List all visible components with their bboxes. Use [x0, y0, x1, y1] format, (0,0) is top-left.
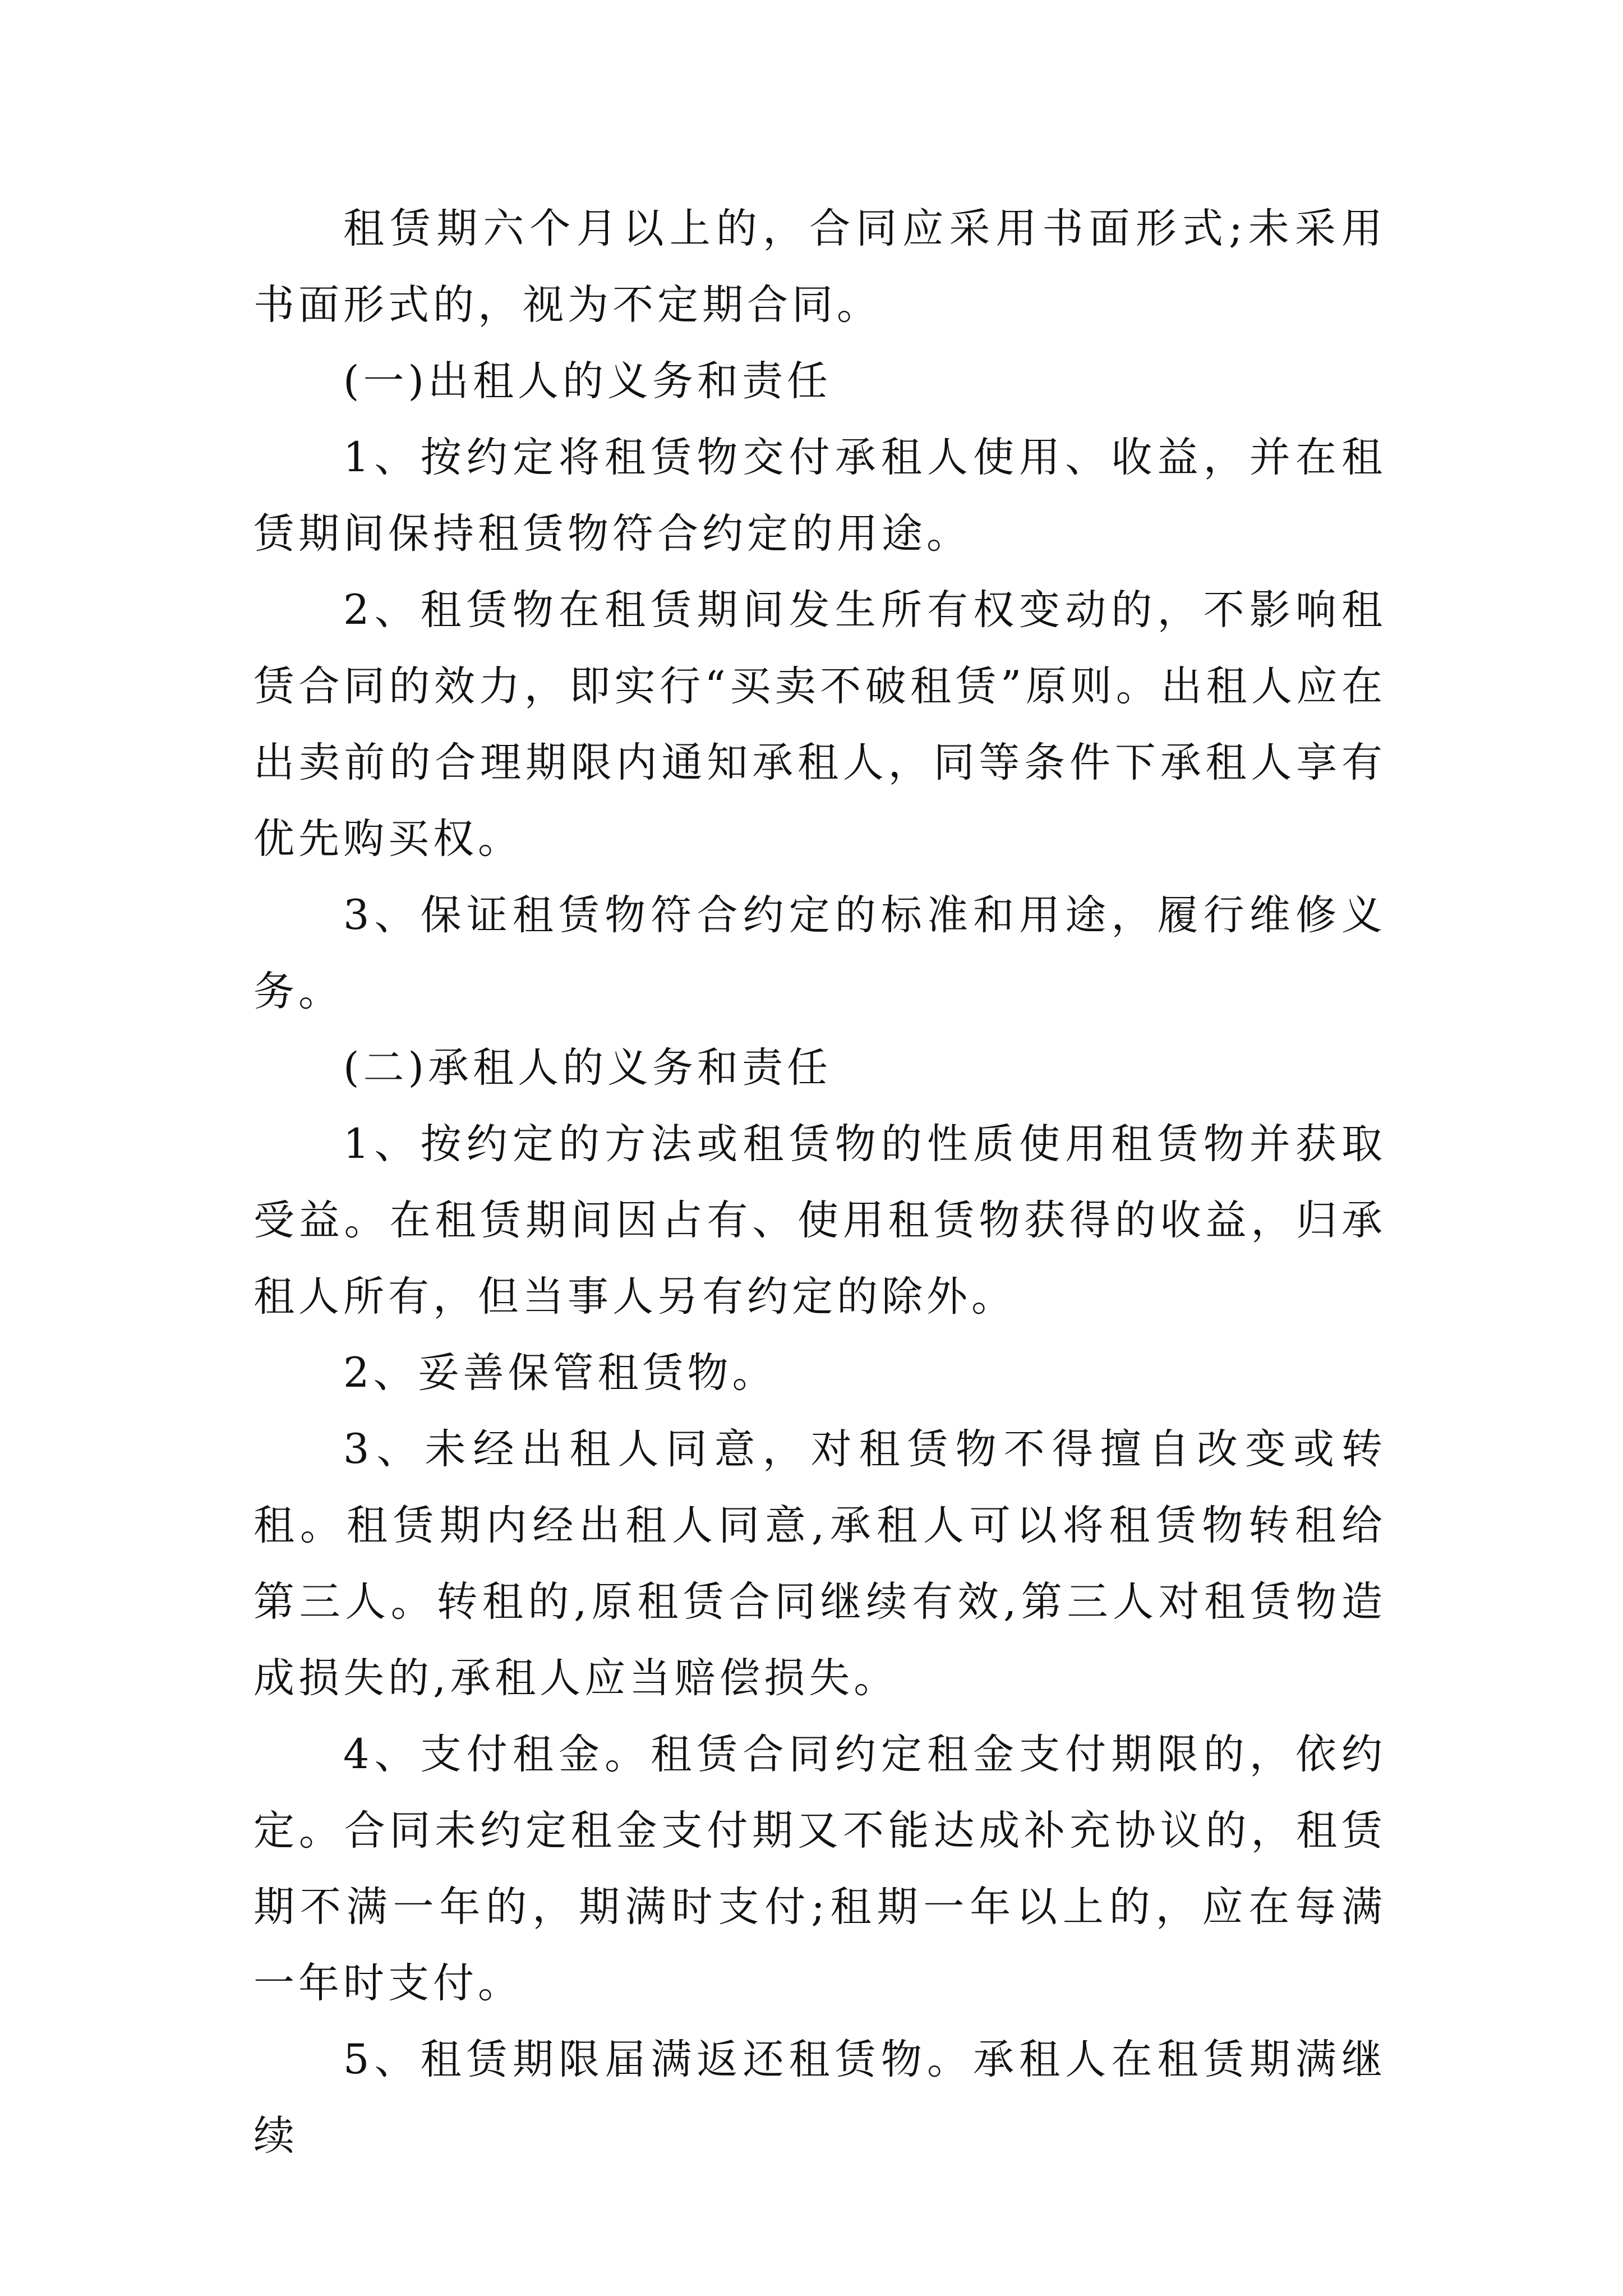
- paragraph-written-form: 租赁期六个月以上的，合同应采用书面形式;未采用书面形式的，视为不定期合同。: [253, 205, 1386, 329]
- heading-lessor-duties: (一)出租人的义务和责任: [343, 357, 832, 405]
- paragraph-lessor-duty-3: 3、保证租赁物符合约定的标准和用途，履行维修义务。: [253, 891, 1386, 1015]
- paragraph-lessor-duty-1: 1、按约定将租赁物交付承租人使用、收益，并在租赁期间保持租赁物符合约定的用途。: [253, 434, 1386, 558]
- paragraph-lessee-duty-5: 5、租赁期限届满返还租赁物。承租人在租赁期满继续: [253, 2036, 1386, 2160]
- document-body: [253, 191, 1386, 2174]
- paragraph-lessor-duty-2: 2、租赁物在租赁期间发生所有权变动的，不影响租赁合同的效力，即实行“买卖不破租赁”原则。出租人应在出卖前的合理期限内通知承租人，同等条件下承租人享有优先购买权。: [253, 586, 1386, 863]
- heading-lessee-duties: (二)承租人的义务和责任: [343, 1044, 832, 1092]
- paragraph-lessee-duty-1: 1、按约定的方法或租赁物的性质使用租赁物并获取受益。在租赁期间因占有、使用租赁物获得的收益，归承租人所有，但当事人另有约定的除外。: [253, 1120, 1386, 1320]
- paragraph-lessee-duty-3: 3、未经出租人同意，对租赁物不得擅自改变或转租。租赁期内经出租人同意,承租人可以将租赁物转租给第三人。转租的,原租赁合同继续有效,第三人对租赁物造成损失的,承租人应当赔偿损失。: [253, 1425, 1386, 1702]
- paragraph-lessee-duty-4: 4、支付租金。租赁合同约定租金支付期限的，依约定。合同未约定租金支付期又不能达成补充协议的，租赁期不满一年的，期满时支付;租期一年以上的，应在每满一年时支付。: [253, 1731, 1386, 2007]
- paragraph-lessee-duty-2: 2、妥善保管租赁物。: [343, 1349, 777, 1397]
